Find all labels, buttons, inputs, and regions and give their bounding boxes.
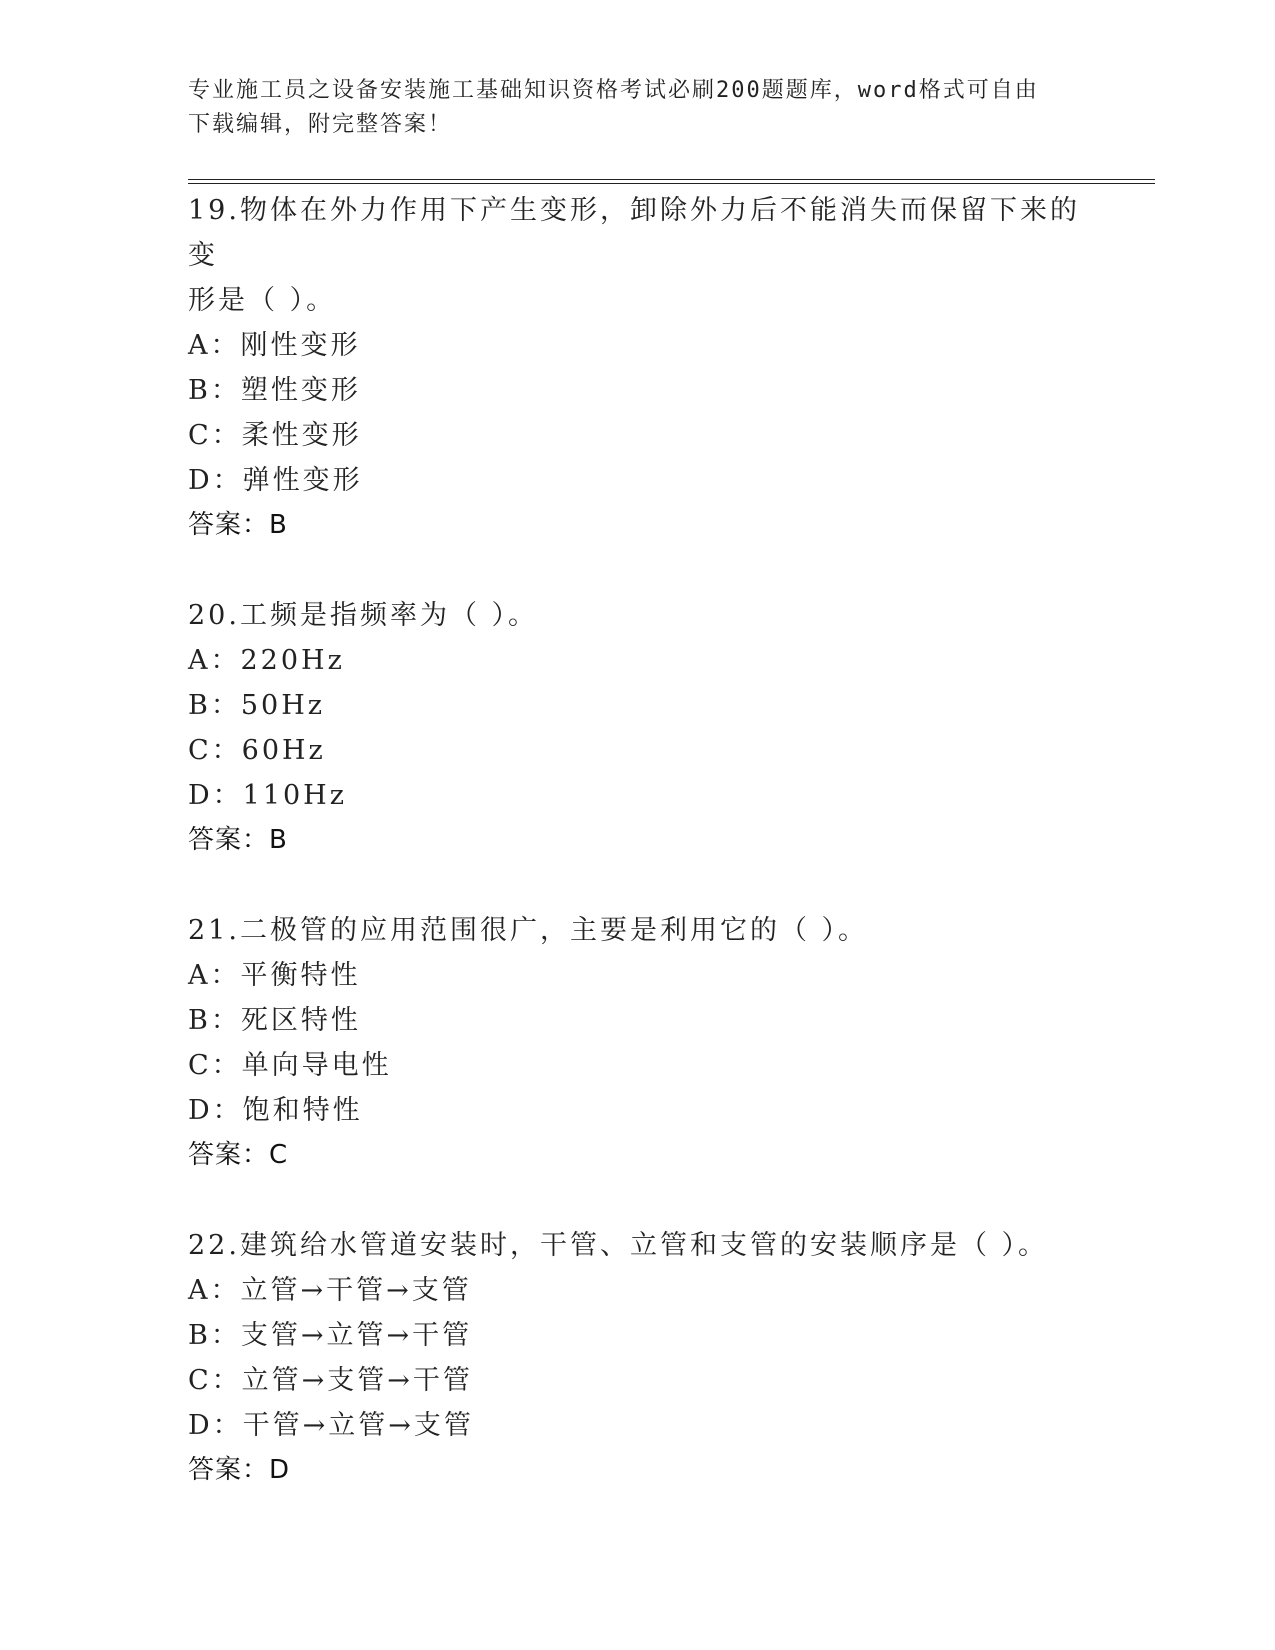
option-d: D：弹性变形 [188, 465, 363, 496]
answer: 答案：B [188, 825, 288, 855]
question-stem: 22.建筑给水管道安装时，干管、立管和支管的安装顺序是（ ）。 [188, 1230, 1049, 1261]
option-b: B：50Hz [188, 690, 325, 721]
question-stem: 19.物体在外力作用下产生变形，卸除外力后不能消失而保留下来的变 [188, 195, 1080, 271]
option-c: C：柔性变形 [188, 420, 362, 451]
question-list [188, 188, 1088, 1538]
question-22 [188, 1223, 1088, 1493]
question-stem: 20.工频是指频率为（ ）。 [188, 600, 539, 631]
option-c: C：立管→支管→干管 [188, 1365, 473, 1396]
header-line-1: 专业施工员之设备安装施工基础知识资格考试必刷200题题库，word格式可自由 [188, 78, 1039, 103]
answer: 答案：B [188, 510, 288, 540]
option-a: A：立管→干管→支管 [188, 1275, 472, 1306]
option-b: B：死区特性 [188, 1005, 361, 1036]
option-a: A：刚性变形 [188, 330, 361, 361]
header-divider [188, 179, 1155, 184]
question-stem: 21.二极管的应用范围很广，主要是利用它的（ ）。 [188, 915, 869, 946]
option-d: D：饱和特性 [188, 1095, 363, 1126]
option-c: C：单向导电性 [188, 1050, 392, 1081]
question-20 [188, 593, 1088, 863]
option-d: D：干管→立管→支管 [188, 1410, 474, 1441]
option-b: B：塑性变形 [188, 375, 361, 406]
question-21 [188, 908, 1088, 1178]
answer: 答案：C [188, 1140, 289, 1170]
option-a: A：平衡特性 [188, 960, 361, 991]
option-d: D：110Hz [188, 780, 347, 811]
option-a: A：220Hz [188, 645, 345, 676]
option-c: C：60Hz [188, 735, 326, 766]
question-19 [188, 188, 1088, 548]
document-header [188, 74, 1088, 142]
answer: 答案：D [188, 1455, 291, 1485]
option-b: B：支管→立管→干管 [188, 1320, 473, 1351]
question-stem-continued: 形是（ ）。 [188, 285, 337, 316]
header-line-2: 下载编辑，附完整答案！ [188, 112, 453, 137]
